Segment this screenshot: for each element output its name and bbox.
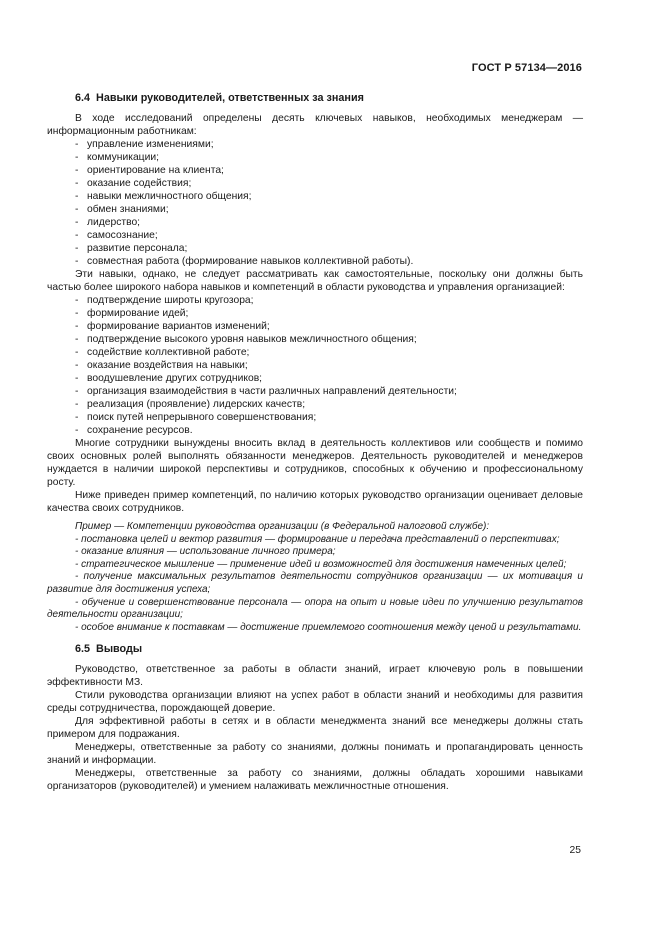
list-item: - подтверждение высокого уровня навыков межличностного общения;: [75, 334, 417, 345]
list-item: - воодушевление других сотрудников;: [75, 373, 263, 384]
example-item: - особое внимание к поставкам — достижение приемлемого соотношения между ценой и результатами.: [75, 621, 582, 633]
competencies-list: [47, 294, 583, 437]
example-item: - постановка целей и вектор развития — формирование и передача представлений о перспективах;: [75, 533, 560, 545]
list-item: - оказание воздействия на навыки;: [75, 360, 248, 371]
list-item: - сохранение ресурсов.: [75, 425, 193, 436]
list-item: - лидерство;: [75, 217, 141, 228]
section-6-5-heading: [47, 643, 583, 656]
list-item: - реализация (проявление) лидерских качеств;: [75, 399, 306, 410]
list-item: - обмен знаниями;: [75, 204, 169, 215]
paragraph: Руководство, ответственное за работы в области знаний, играет ключевую роль в повышении эффективности МЗ.: [47, 664, 583, 689]
page-number: 25: [569, 845, 581, 856]
list-item: - формирование идей;: [75, 308, 189, 319]
list-item: - развитие персонала;: [75, 243, 188, 254]
spacer: [47, 634, 583, 643]
list-item: - поиск путей непрерывного совершенствования;: [75, 412, 317, 423]
list-item: - ориентирование на клиента;: [75, 165, 224, 176]
paragraph: Менеджеры, ответственные за работу со знаниями, должны понимать и пропагандировать ценность знаний и информации.: [47, 742, 583, 767]
list-item: - подтверждение широты кругозора;: [75, 295, 254, 306]
list-item: - самосознание;: [75, 230, 158, 241]
list-item: - содействие коллективной работе;: [75, 347, 250, 358]
list-item: - совместная работа (формирование навыков коллективной работы).: [75, 256, 414, 267]
example-item: - получение максимальных результатов деятельности сотрудников организации — их мотивация и развитие для достижения успеха;: [47, 571, 583, 595]
page-content: [47, 92, 583, 793]
section-title: Выводы: [96, 643, 143, 656]
paragraph: Стили руководства организации влияют на успех работ в области знаний и необходимы для развития среды сотрудничества, порождающей доверие.: [47, 690, 583, 715]
example-block: [47, 521, 583, 634]
example-title: Пример — Компетенции руководства организации (в Федеральной налоговой службе):: [75, 521, 490, 532]
list-item: - коммуникации;: [75, 152, 159, 163]
paragraph: Менеджеры, ответственные за работу со знаниями, должны обладать хорошими навыками организаторов (руководителей) и умением налаживать межличностные отношения.: [47, 768, 583, 793]
section-6-4-heading: [47, 92, 583, 105]
example-item: - оказание влияния — использование личного примера;: [75, 546, 336, 558]
section-number: 6.5: [75, 643, 91, 656]
paragraph: Эти навыки, однако, не следует рассматривать как самостоятельные, поскольку они должны быть частью более широкого набора навыков и компетенций в области руководства и управления организацией:: [47, 269, 583, 293]
paragraph: Многие сотрудники вынуждены вносить вклад в деятельность коллективов или сообществ и помимо своих основных ролей выполнять обязанности менеджеров. Деятельность руководителей и менеджеров нуждается в наличии широкой перспективы и сотрудников, способных к обучению и профессиональному росту.: [47, 438, 583, 488]
paragraph: В ходе исследований определены десять ключевых навыков, необходимых менеджерам — информационным работникам:: [47, 113, 583, 137]
list-item: - формирование вариантов изменений;: [75, 321, 270, 332]
list-item: - организация взаимодействия в части различных направлений деятельности;: [75, 386, 457, 397]
section-number: 6.4: [75, 92, 91, 104]
list-item: - оказание содействия;: [75, 178, 192, 189]
list-item: - навыки межличностного общения;: [75, 191, 252, 202]
list-item: - управление изменениями;: [75, 139, 214, 150]
document-id: ГОСТ Р 57134—2016: [471, 62, 582, 74]
skills-list: [47, 138, 583, 268]
paragraph: Ниже приведен пример компетенций, по наличию которых руководство организации оценивает деловые качества своих сотрудников.: [47, 490, 583, 514]
paragraph: Для эффективной работы в сетях и в области менеджмента знаний все менеджеры должны стать примером для подражания.: [47, 716, 583, 741]
example-item: - стратегическое мышление — применение идей и возможностей для достижения намеченных целей;: [75, 558, 567, 570]
section-title: Навыки руководителей, ответственных за знания: [96, 92, 364, 104]
example-item: - обучение и совершенствование персонала — опора на опыт и новые идеи по улучшению результатов деятельности организации;: [47, 596, 583, 621]
